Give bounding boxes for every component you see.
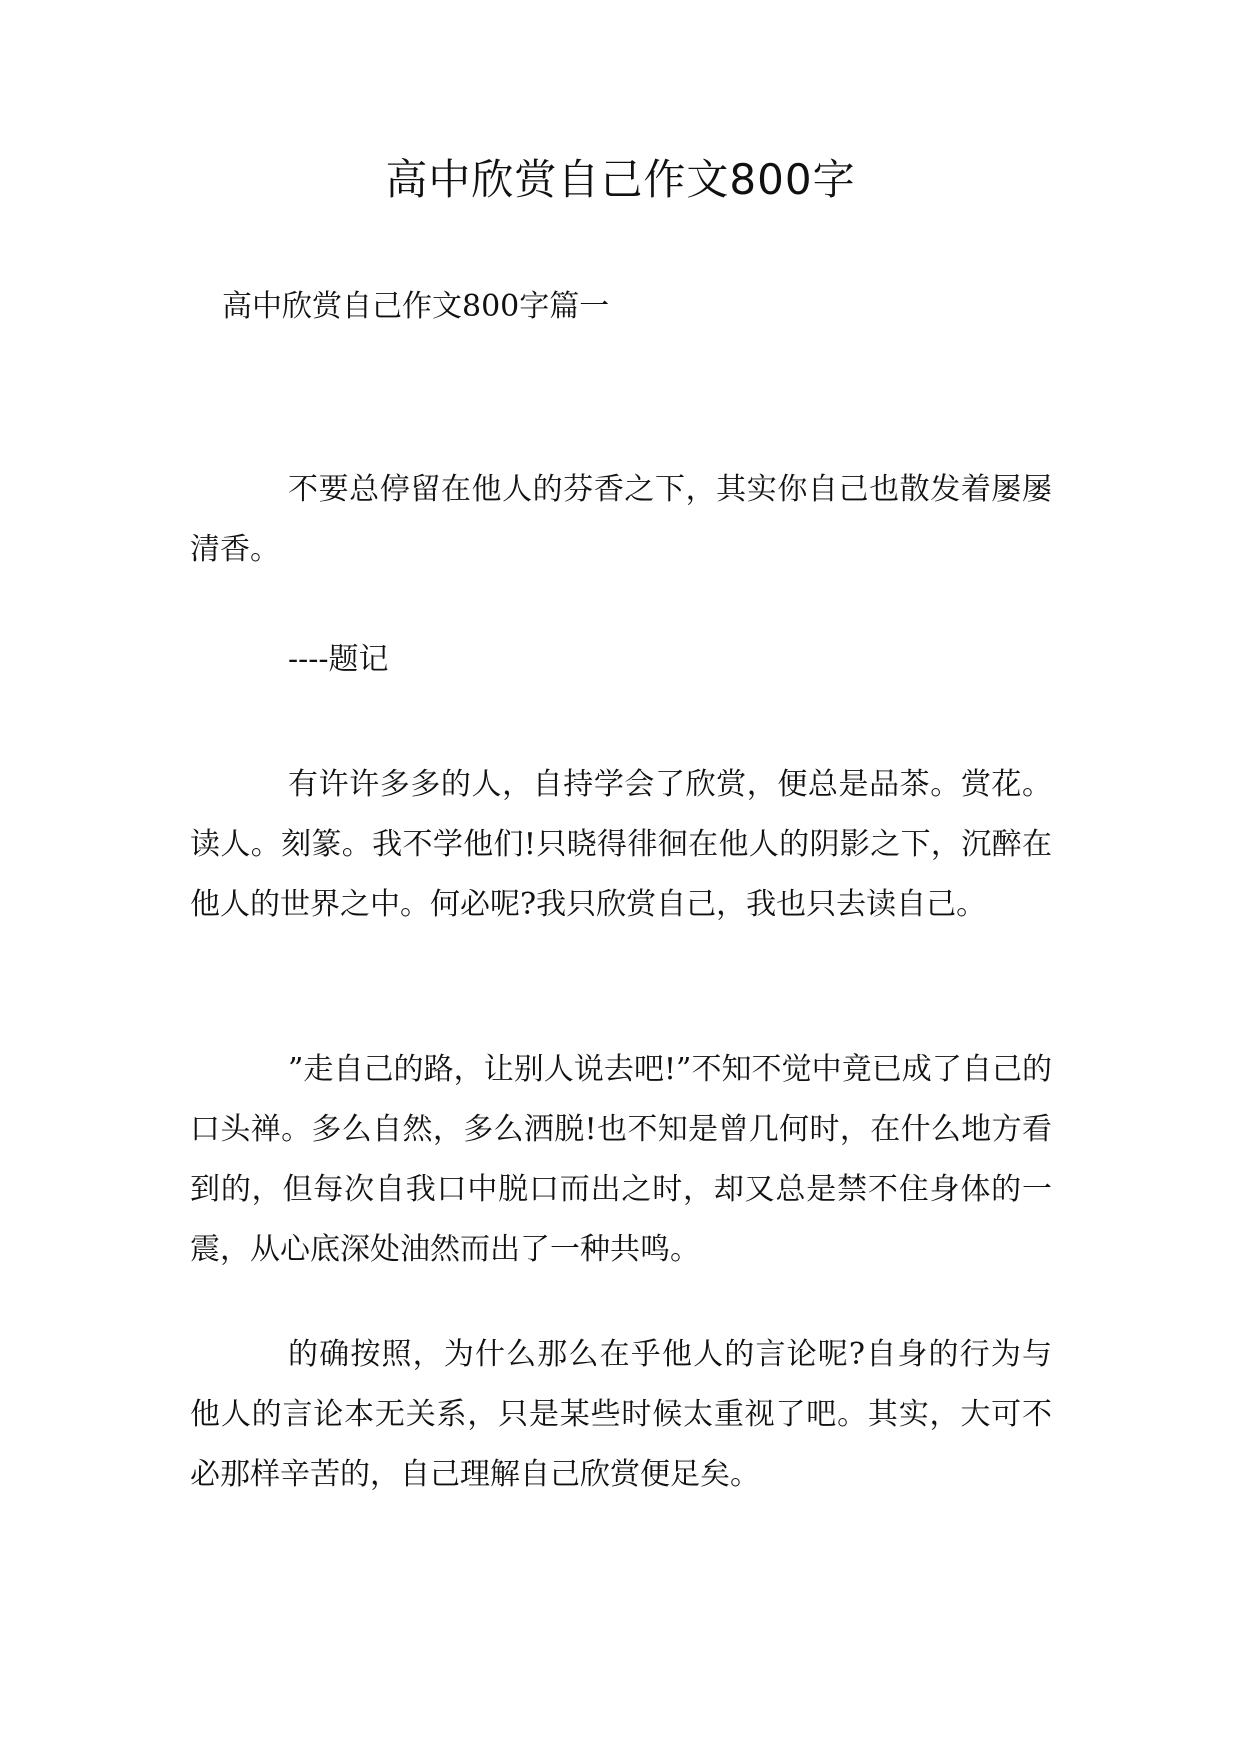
paragraph-body-2: ”走自己的路，让别人说去吧!”不知不觉中竟已成了自己的口头禅。多么自然，多么洒脱!也不知是曾几何时，在什么地方看到的，但每次自我口中脱口而出之时，却又总是禁不住身体的一震，从心底深处油然而出了一种共鸣。 (190, 1052, 1052, 1267)
section-heading: 高中欣赏自己作文800字篇一 (222, 289, 610, 324)
paragraph-epigraph: 不要总停留在他人的芬香之下，其实你自己也散发着屡屡清香。 (190, 472, 1052, 567)
paragraph-inscription: ----题记 (288, 642, 389, 677)
paragraph-body-1: 有许许多多的人，自持学会了欣赏，便总是品茶。赏花。读人。刻篆。我不学他们!只晓得徘徊在他人的阴影之下，沉醉在他人的世界之中。何必呢?我只欣赏自己，我也只去读自己。 (190, 767, 1052, 922)
paragraph-body-3: 的确按照，为什么那么在乎他人的言论呢?自身的行为与他人的言论本无关系，只是某些时候太重视了吧。其实，大可不必那样辛苦的，自己理解自己欣赏便足矣。 (190, 1337, 1052, 1492)
document-title: 高中欣赏自己作文800字 (385, 155, 856, 204)
